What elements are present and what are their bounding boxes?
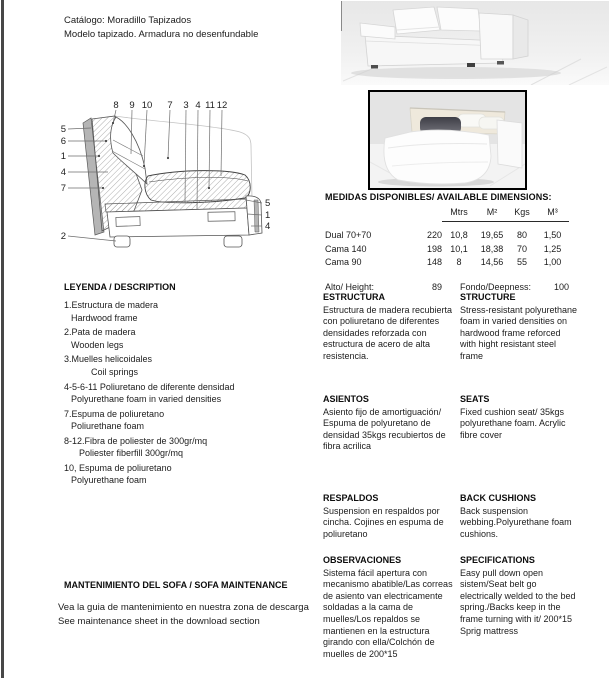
maintenance-line-en: See maintenance sheet in the download section [58, 615, 260, 627]
wooden-leg-right [224, 236, 242, 247]
legend-en: Poliurethane foam [71, 420, 145, 431]
col-header-kgs: Kgs [514, 206, 530, 217]
legend-en: Poliester fiberfill 300gr/mq [79, 448, 184, 459]
section-title: RESPALDOS [323, 493, 379, 503]
section-structure [460, 292, 578, 363]
model-name: Dual 70+70 [325, 230, 372, 240]
section-title: BACK CUSHIONS [460, 493, 537, 503]
section-respaldos [323, 493, 457, 540]
section-title: ASIENTOS [323, 394, 369, 404]
cell-m2: 14,56 [480, 257, 504, 267]
legend-es: 10, Espuma de poliuretano [64, 462, 172, 473]
section-observaciones [323, 555, 457, 660]
cell-m2: 18,38 [480, 243, 504, 254]
table-row [325, 240, 569, 254]
list-item [64, 326, 299, 351]
diagram-callout: 5 [60, 124, 66, 135]
legend-es: 3.Muelles helicoidales [64, 354, 153, 365]
dimensions-title: MEDIDAS DISPONIBLES/ AVAILABLE DIMENSIONS: [325, 192, 552, 202]
height-depth-row [325, 282, 569, 292]
list-item [64, 462, 299, 487]
maintenance-line-es: Vea la guia de mantenimiento en nuestra zona de descarga [58, 602, 309, 613]
depth-label: Fondo/Deepness: [460, 282, 532, 292]
legend-es: 4-5-6-11 Poliuretano de diferente densidad [64, 381, 235, 392]
cell-mtrs: 10,8 [450, 230, 468, 240]
diagram-callout: 7 [167, 100, 173, 111]
diagram-callout: 4 [60, 167, 66, 178]
diagram-callout: 9 [129, 100, 135, 111]
list-item [64, 408, 299, 433]
cell-kgs: 80 [516, 230, 527, 240]
legend-en: Coil springs [91, 366, 139, 377]
legend-en: Polyurethane foam [71, 475, 147, 486]
diagram-callout: 4 [265, 221, 271, 232]
col-header-m2: M² [486, 206, 498, 217]
section-specifications [460, 555, 578, 637]
section-body: Estructura de madera recubierta con poliuretano de diferentes densidades reforzada con estructura de acero de alta resistencia. [323, 304, 453, 361]
cell-kgs: 55 [516, 257, 527, 267]
maintenance-body [58, 601, 309, 628]
cell-m2: 19,65 [480, 230, 504, 240]
col-header-mtrs: Mtrs [450, 206, 468, 217]
legend [64, 281, 299, 489]
diagram-callout: 6 [60, 136, 66, 147]
legend-es: 2.Pata de madera [64, 327, 136, 338]
model-width: 220 [426, 230, 442, 240]
legend-es: 1.Estructura de madera [64, 300, 159, 311]
legend-en: Wooden legs [71, 339, 124, 350]
legend-title: LEYENDA / DESCRIPTION [64, 282, 176, 292]
legend-es: 8-12.Fibra de poliester de 300gr/mq [64, 435, 208, 446]
cell-m3: 1,00 [543, 257, 562, 267]
section-title: SPECIFICATIONS [460, 555, 535, 565]
diagram-callout: 3 [183, 100, 189, 111]
dimensions-table [325, 192, 569, 292]
section-asientos [323, 394, 457, 453]
list-item [64, 381, 299, 406]
section-title: ESTRUCTURA [323, 292, 385, 302]
depth-value: 100 [553, 282, 569, 292]
page-left-edge [1, 0, 4, 678]
height-value: 89 [431, 282, 442, 292]
diagram-callout: 1 [265, 210, 271, 221]
sofa-bed-open-illustration [370, 92, 525, 188]
section-body: Suspension en respaldos por cincha. Cojines en espuma de poliuretano [323, 505, 444, 539]
section-title: OBSERVACIONES [323, 555, 402, 565]
cell-m3: 1,50 [543, 230, 562, 240]
diagram-callout: 5 [265, 198, 271, 209]
list-item [64, 435, 299, 460]
cell-mtrs: 10,1 [450, 243, 468, 254]
diagram-callout: 12 [216, 100, 228, 111]
list-item [64, 353, 299, 378]
legend-en: Polyurethane foam in varied densities [71, 393, 222, 404]
table-row [325, 254, 569, 268]
diagram-callout: 10 [141, 100, 153, 111]
cell-m3: 1,25 [543, 243, 562, 254]
cell-mtrs: 8 [456, 257, 462, 267]
section-body: Fixed cushion seat/ 35kgs polyurethane foam. Acrylic fibre cover [460, 406, 566, 440]
section-seats [460, 394, 578, 441]
section-body: Asiento fijo de amortiguación/ Espuma de polyuretano de densidad 35kgs recubiertos de fibra acrilica [323, 406, 446, 452]
section-title: STRUCTURE [460, 292, 516, 302]
diagram-callout: 1 [60, 151, 66, 162]
height-label: Alto/ Height: [325, 282, 375, 292]
cell-kgs: 70 [516, 243, 527, 254]
model-name: Cama 90 [325, 257, 362, 267]
wooden-leg-left [114, 236, 130, 247]
section-estructura [323, 292, 457, 363]
model-width: 148 [426, 257, 442, 267]
sofa-closed-photo [341, 1, 609, 85]
model-name: Cama 140 [325, 243, 367, 254]
section-body: Stress-resistant polyurethane foam in varied densities on hardwood frame reforced with hight resistant steel frame [460, 304, 578, 361]
section-back-cushions [460, 493, 578, 540]
section-body: Easy pull down open sistem/Seat belt go electrically welded to the bed spring./Backs keep in the frame turning with it/ 200*15 Sprig mattress [460, 567, 576, 636]
diagram-callout: 11 [205, 100, 215, 111]
sofa-bed-open-photo [368, 90, 527, 190]
catalog-header [64, 14, 258, 41]
sofa-cross-section-diagram [50, 96, 282, 250]
table-row [325, 227, 569, 241]
section-title: SEATS [460, 394, 490, 404]
maintenance-title: MANTENIMIENTO DEL SOFA / SOFA MAINTENANCE [64, 580, 288, 590]
diagram-callout: 4 [195, 100, 201, 111]
diagram-callout: 8 [113, 100, 119, 111]
diagram-callout: 2 [60, 231, 66, 242]
model-width: 198 [426, 243, 442, 254]
legend-en: Hardwood frame [71, 312, 138, 323]
diagram-callout: 7 [60, 183, 66, 194]
catalog-subtitle: Modelo tapizado. Armadura no desenfundable [64, 28, 259, 40]
section-body: Back suspension webbing.Polyurethane foam cushions. [460, 505, 572, 539]
section-body: Sistema fácil apertura con mecanismo abatible/Las correas de asiento van electricamente soldadas a la cama de muelles/Los repaldos se mantienen en la estructura girando con ella/Colchón de muelles de 200*15 [323, 567, 453, 659]
col-header-m3: M³ [547, 206, 558, 217]
catalog-title: Catálogo: Moradillo Tapizados [64, 15, 192, 26]
legend-es: 7.Espuma de poliuretano [64, 408, 165, 419]
list-item [64, 299, 299, 324]
dimensions-header-row [325, 208, 569, 222]
